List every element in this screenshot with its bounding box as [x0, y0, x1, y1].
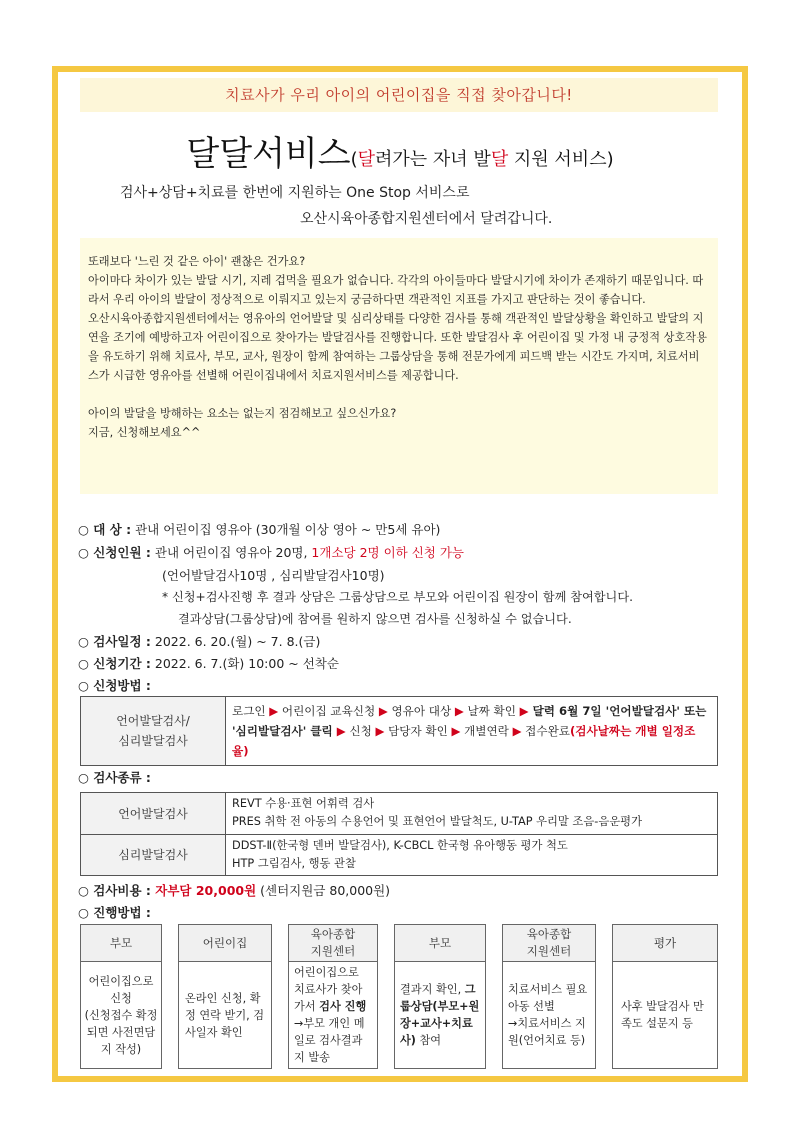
target-row: ○ 대 상 : 관내 어린이집 영유아 (30개월 이상 영아 ~ 만5세 유아)	[78, 522, 441, 537]
box-question: 아이의 발달을 방해하는 요소는 없는지 점검해보고 싶으신가요?	[88, 407, 397, 420]
process-step-center: 어린이집으로 치료사가 찾아가서 검사 진행 →부모 개인 메일로 검사결과지 발송	[289, 962, 378, 1069]
type-detail: REVT 수용·표현 어휘력 검사 PRES 취학 전 아동의 수용언어 및 표현언어 발달척도, U-TAP 우리말 조음-음운평가	[226, 793, 718, 835]
box-cta: 지금, 신청해보세요^^	[88, 426, 201, 439]
apply-table-label: 언어발달검사/ 심리발달검사	[81, 697, 226, 766]
note-line-1: * 신청+검사진행 후 결과 상담은 그룹상담으로 부모와 어린이집 원장이 함께 참여합니다.	[162, 590, 633, 604]
box-paragraph: 아이마다 차이가 있는 발달 시기, 지레 겁먹을 필요가 없습니다. 각각의 아이들마다 발달시기에 차이가 존재하기 때문입니다. 따라서 우리 아이의 발달이 정상적으로 이뤄지고 있는지 궁금하다면 객관적인 지표를 가지고 판단하는 것이 좋습니다.	[88, 274, 704, 306]
types-row: ○ 검사종류 :	[78, 770, 151, 785]
type-detail: DDST-Ⅱ(한국형 덴버 발달검사), K-CBCL 한국형 유아행동 평가 척도 HTP 그림검사, 행동 관찰	[226, 834, 718, 876]
intro-line-1: 검사+상담+치료를 한번에 지원하는 One Stop 서비스로	[120, 185, 470, 201]
type-label: 심리발달검사	[81, 834, 226, 876]
process-step-daycare: 온라인 신청, 확정 연락 받기, 검사일자 확인	[179, 962, 272, 1069]
apply-method-table	[80, 696, 718, 766]
process-row: ○ 진행방법 :	[78, 905, 151, 920]
page-title	[0, 126, 800, 175]
service-subtitle: (달려가는 자녀 발달 지원 서비스)	[350, 149, 614, 170]
method-row: ○ 신청방법 :	[78, 678, 151, 693]
box-paragraph: 오산시육아종합지원센터에서는 영유아의 언어발달 및 심리상태를 다양한 검사를 통해 객관적인 발달상황을 확인하고 발달의 지연을 조기에 예방하고자 어린이집으로 찾아가는 발달검사를 진행합니다. 또한 발달검사 후 어린이집 및 가정 내 긍정적 상호작용을 유도하기 위해 치료사, 부모, 교사, 원장이 함께 참여하는 그룹상담을 통해 전문가에게 피드백 받는 시간도 가지며, 치료서비스가 시급한 영유아를 선별해 어린이집내에서 치료지원서비스를 제공합니다.	[88, 312, 707, 382]
process-header: 육아종합 지원센터	[289, 925, 378, 962]
description-box	[80, 238, 718, 494]
process-step-parent: 어린이집으로 신청 (신청접수 확정되면 사전면담지 작성)	[81, 962, 162, 1069]
process-header: 어린이집	[179, 925, 272, 962]
fee-row: ○ 검사비용 : 자부담 20,000원 (센터지원금 80,000원)	[78, 883, 391, 898]
note-line-2: 결과상담(그룹상담)에 참여를 원하지 않으면 검사를 신청하실 수 없습니다.	[178, 612, 572, 626]
test-types-table	[80, 792, 718, 876]
applicants-sub: (언어발달검사10명 , 심리발달검사10명)	[162, 568, 385, 583]
process-header: 부모	[395, 925, 486, 962]
service-name: 달달서비스	[186, 134, 351, 174]
process-step-evaluation: 사후 발달검사 만족도 설문지 등	[613, 962, 718, 1069]
top-banner: 치료사가 우리 아이의 어린이집을 직접 찾아갑니다!	[80, 78, 718, 112]
process-table	[80, 924, 718, 1069]
process-header: 평가	[613, 925, 718, 962]
process-step-center-therapy: 치료서비스 필요 아동 선별 →치료서비스 지원(언어치료 등)	[503, 962, 596, 1069]
applicants-row: ○ 신청인원 : 관내 어린이집 영유아 20명, 1개소당 2명 이하 신청 가능	[78, 545, 464, 560]
period-row: ○ 신청기간 : 2022. 6. 7.(화) 10:00 ~ 선착순	[78, 656, 339, 671]
apply-steps: 로그인 ▶ 어린이집 교육신청 ▶ 영유아 대상 ▶ 날짜 확인 ▶ 달력 6월 7일 '언어발달검사' 또는 '심리발달검사' 클릭 ▶ 신청 ▶ 담당자 확인 ▶ 개별연락 ▶ 접수완료(검사날짜는 개별 일정조율)	[226, 697, 718, 766]
process-step-parent-result: 결과지 확인, 그룹상담(부모+원장+교사+치료사) 참여	[395, 962, 486, 1069]
schedule-row: ○ 검사일정 : 2022. 6. 20.(월) ~ 7. 8.(금)	[78, 634, 321, 649]
box-question: 또래보다 '느린 것 같은 아이' 괜찮은 건가요?	[88, 255, 306, 268]
type-label: 언어발달검사	[81, 793, 226, 835]
process-header: 부모	[81, 925, 162, 962]
intro-line-2: 오산시육아종합지원센터에서 달려갑니다.	[300, 211, 553, 227]
process-header: 육아종합 지원센터	[503, 925, 596, 962]
